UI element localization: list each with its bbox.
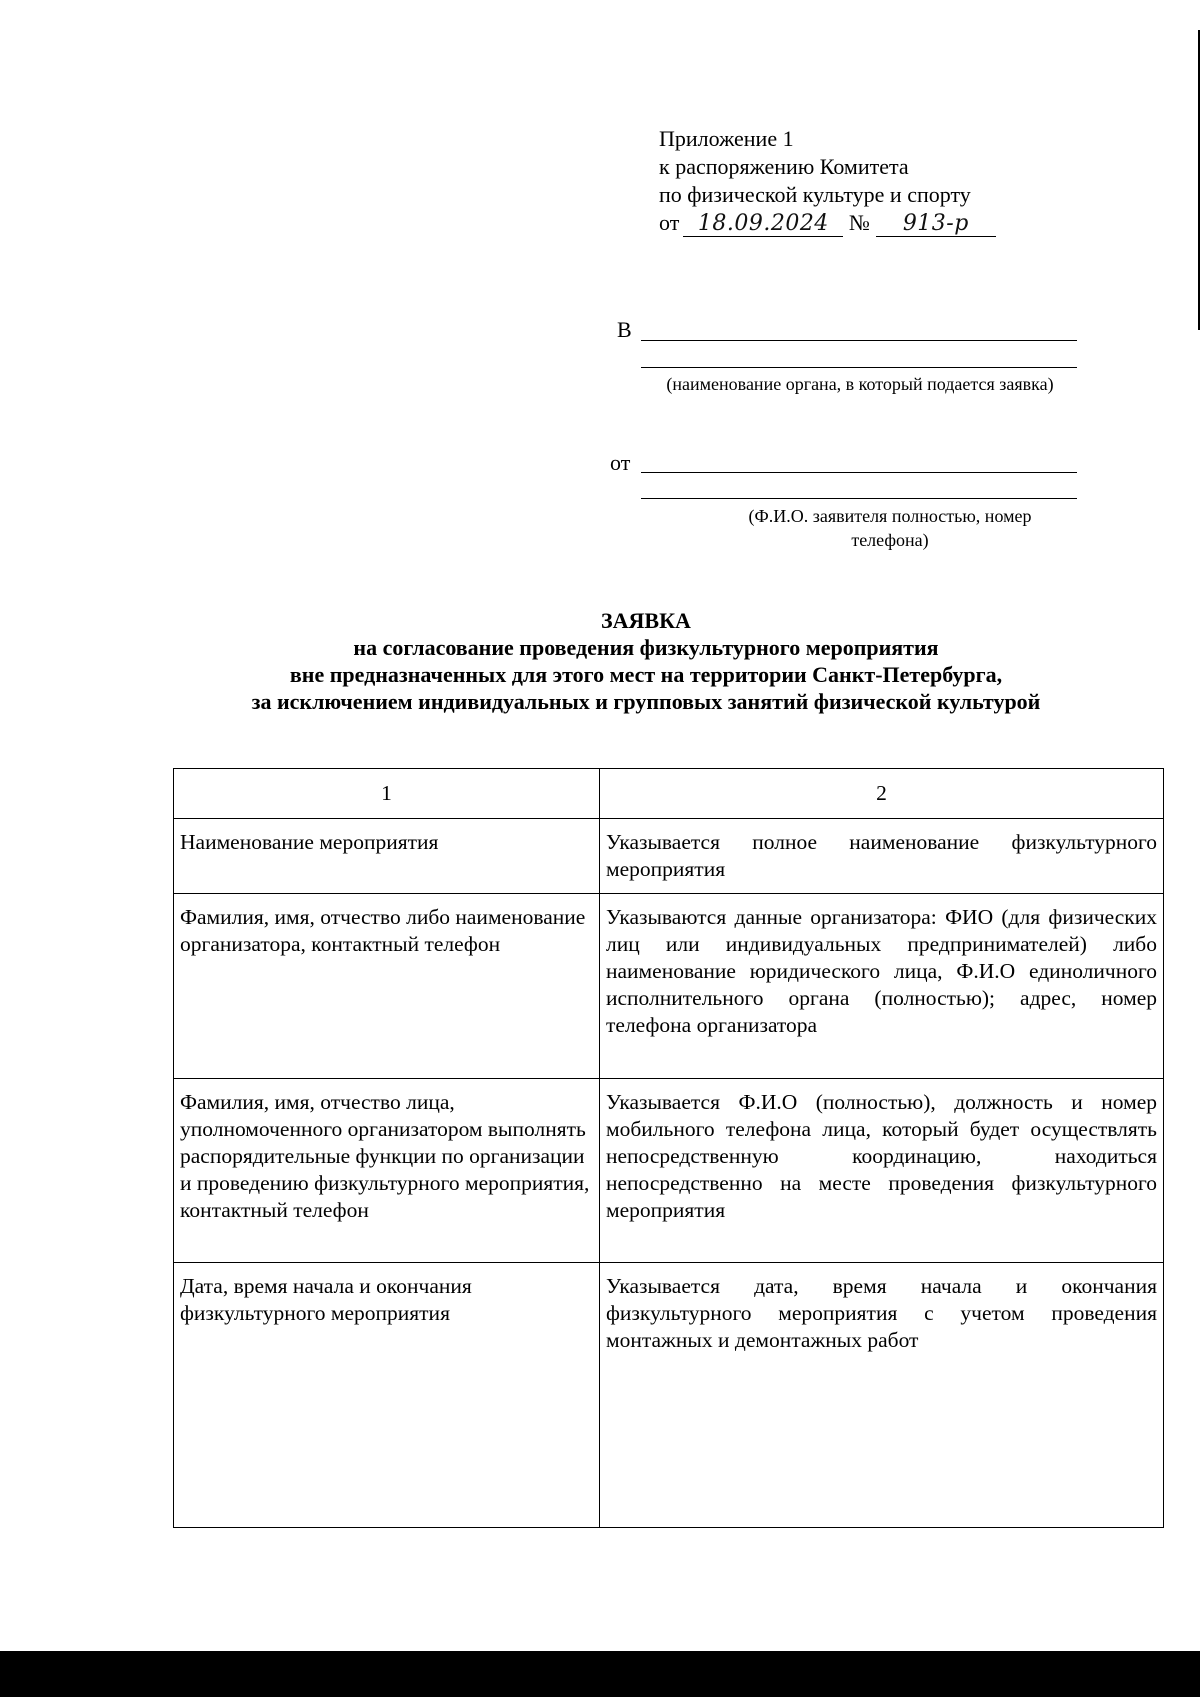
appendix-line-2: к распоряжению Комитета [659, 154, 909, 179]
to-field-line-2[interactable] [641, 367, 1077, 368]
table-row [174, 1263, 1164, 1528]
appendix-from-label: от [659, 210, 680, 235]
from-label: от [610, 450, 631, 475]
from-caption-line-2: телефона) [851, 530, 929, 550]
table-cell-field: Наименование мероприятия [174, 819, 600, 894]
table-cell-field: Фамилия, имя, отчество либо наименование организатора, контактный телефон [174, 894, 600, 1079]
table-header-row [174, 769, 1164, 819]
appendix-date-number-row [659, 209, 1079, 237]
title-line-2: вне предназначенных для этого мест на территории Санкт-Петербурга, [289, 662, 1003, 687]
scan-bottom-bar [0, 1651, 1200, 1697]
table-header-cell: 2 [600, 769, 1164, 819]
application-table [173, 768, 1164, 1528]
to-field-line-1[interactable] [641, 340, 1077, 341]
table-header-cell: 1 [174, 769, 600, 819]
table-cell-field: Дата, время начала и окончания физкультурного мероприятия [174, 1263, 600, 1528]
to-label: В [617, 317, 632, 342]
table-cell-instruction: Указывается дата, время начала и окончания физкультурного мероприятия с учетом проведения монтажных и демонтажных работ [600, 1263, 1164, 1528]
table-row [174, 819, 1164, 894]
title-line-1: на согласование проведения физкультурного мероприятия [353, 635, 939, 660]
appendix-number-label: № [848, 210, 870, 235]
table-row [174, 1079, 1164, 1263]
to-caption: (наименование органа, в который подается заявка) [666, 374, 1054, 394]
table-cell-instruction: Указывается полное наименование физкультурного мероприятия [600, 819, 1164, 894]
from-caption-line-1: (Ф.И.О. заявителя полностью, номер [748, 506, 1032, 526]
from-caption [690, 504, 1090, 552]
title-heading: ЗАЯВКА [601, 608, 691, 633]
table-cell-instruction: Указываются данные организатора: ФИО (для физических лиц или индивидуальных предпринимателей) либо наименование юридического лица, Ф.И.О единоличного исполнительного органа (полностью); адрес, номер телефона организатора [600, 894, 1164, 1079]
handwritten-date: 18.09.2024 [683, 212, 843, 237]
document-title [0, 607, 1200, 715]
table-cell-instruction: Указывается Ф.И.О (полностью), должность и номер мобильного телефона лица, который будет осуществлять непосредственную координацию, находиться непосредственно на месте проведения физкультурного мероприятия [600, 1079, 1164, 1263]
appendix-line-1: Приложение 1 [659, 126, 794, 151]
appendix-line-3: по физической культуре и спорту [659, 182, 971, 207]
table-row [174, 894, 1164, 1079]
from-field-line-1[interactable] [641, 472, 1077, 473]
appendix-block [659, 125, 1079, 237]
from-field-line-2[interactable] [641, 498, 1077, 499]
table-cell-field: Фамилия, имя, отчество лица, уполномоченного организатором выполнять распорядительные функции по организации и проведению физкультурного мероприятия, контактный телефон [174, 1079, 600, 1263]
title-line-3: за исключением индивидуальных и групповых занятий физической культурой [251, 689, 1041, 714]
handwritten-number: 913-р [876, 212, 996, 237]
